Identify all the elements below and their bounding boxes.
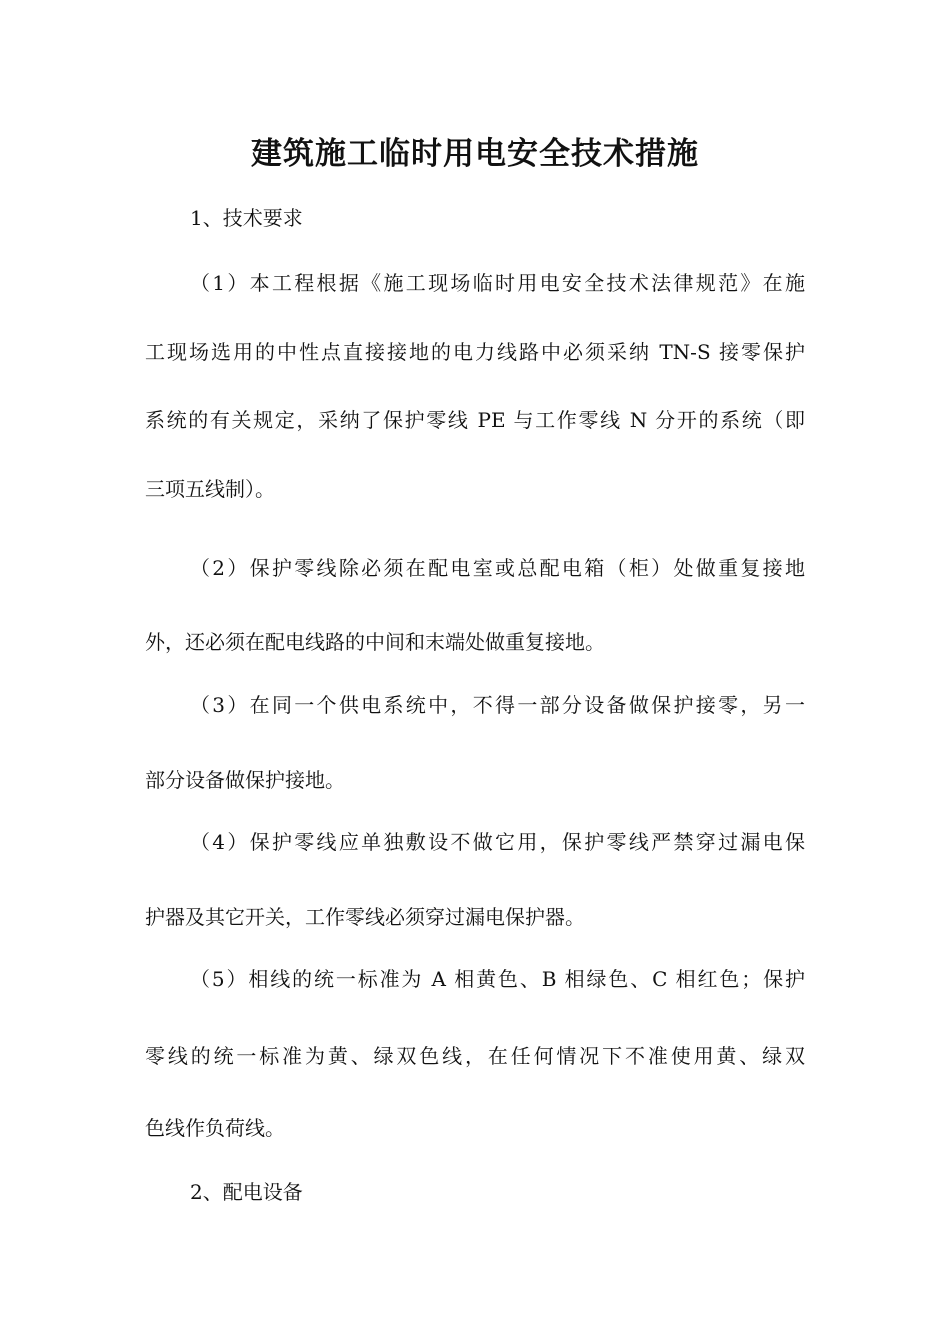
section-heading-distribution-equipment: 2、配电设备 (190, 1180, 303, 1204)
paragraph-line: 零线的统一标准为黄、绿双色线，在任何情况下不准使用黄、绿双 (145, 1044, 805, 1068)
paragraph-line: 工现场选用的中性点直接接地的电力线路中必须采纳 TN-S 接零保护 (145, 340, 805, 364)
paragraph-line: 色线作负荷线。 (145, 1116, 285, 1140)
paragraph-line: 部分设备做保护接地。 (145, 768, 345, 792)
paragraph-line: 护器及其它开关，工作零线必须穿过漏电保护器。 (145, 905, 585, 929)
paragraph-line: （4）保护零线应单独敷设不做它用，保护零线严禁穿过漏电保 (190, 830, 805, 854)
document-title: 建筑施工临时用电安全技术措施 (251, 136, 699, 172)
paragraph-line: （3）在同一个供电系统中，不得一部分设备做保护接零，另一 (190, 693, 805, 717)
paragraph-line: （5）相线的统一标准为 A 相黄色、B 相绿色、C 相红色；保护 (190, 967, 805, 991)
section-heading-technical-requirements: 1、技术要求 (190, 206, 303, 230)
paragraph-line: （2）保护零线除必须在配电室或总配电箱（柜）处做重复接地 (190, 556, 805, 580)
paragraph-line: （1）本工程根据《施工现场临时用电安全技术法律规范》在施 (190, 271, 805, 295)
paragraph-line: 外，还必须在配电线路的中间和末端处做重复接地。 (145, 630, 605, 654)
paragraph-line: 系统的有关规定，采纳了保护零线 PE 与工作零线 N 分开的系统（即 (145, 408, 805, 432)
paragraph-line: 三项五线制）。 (145, 477, 275, 501)
